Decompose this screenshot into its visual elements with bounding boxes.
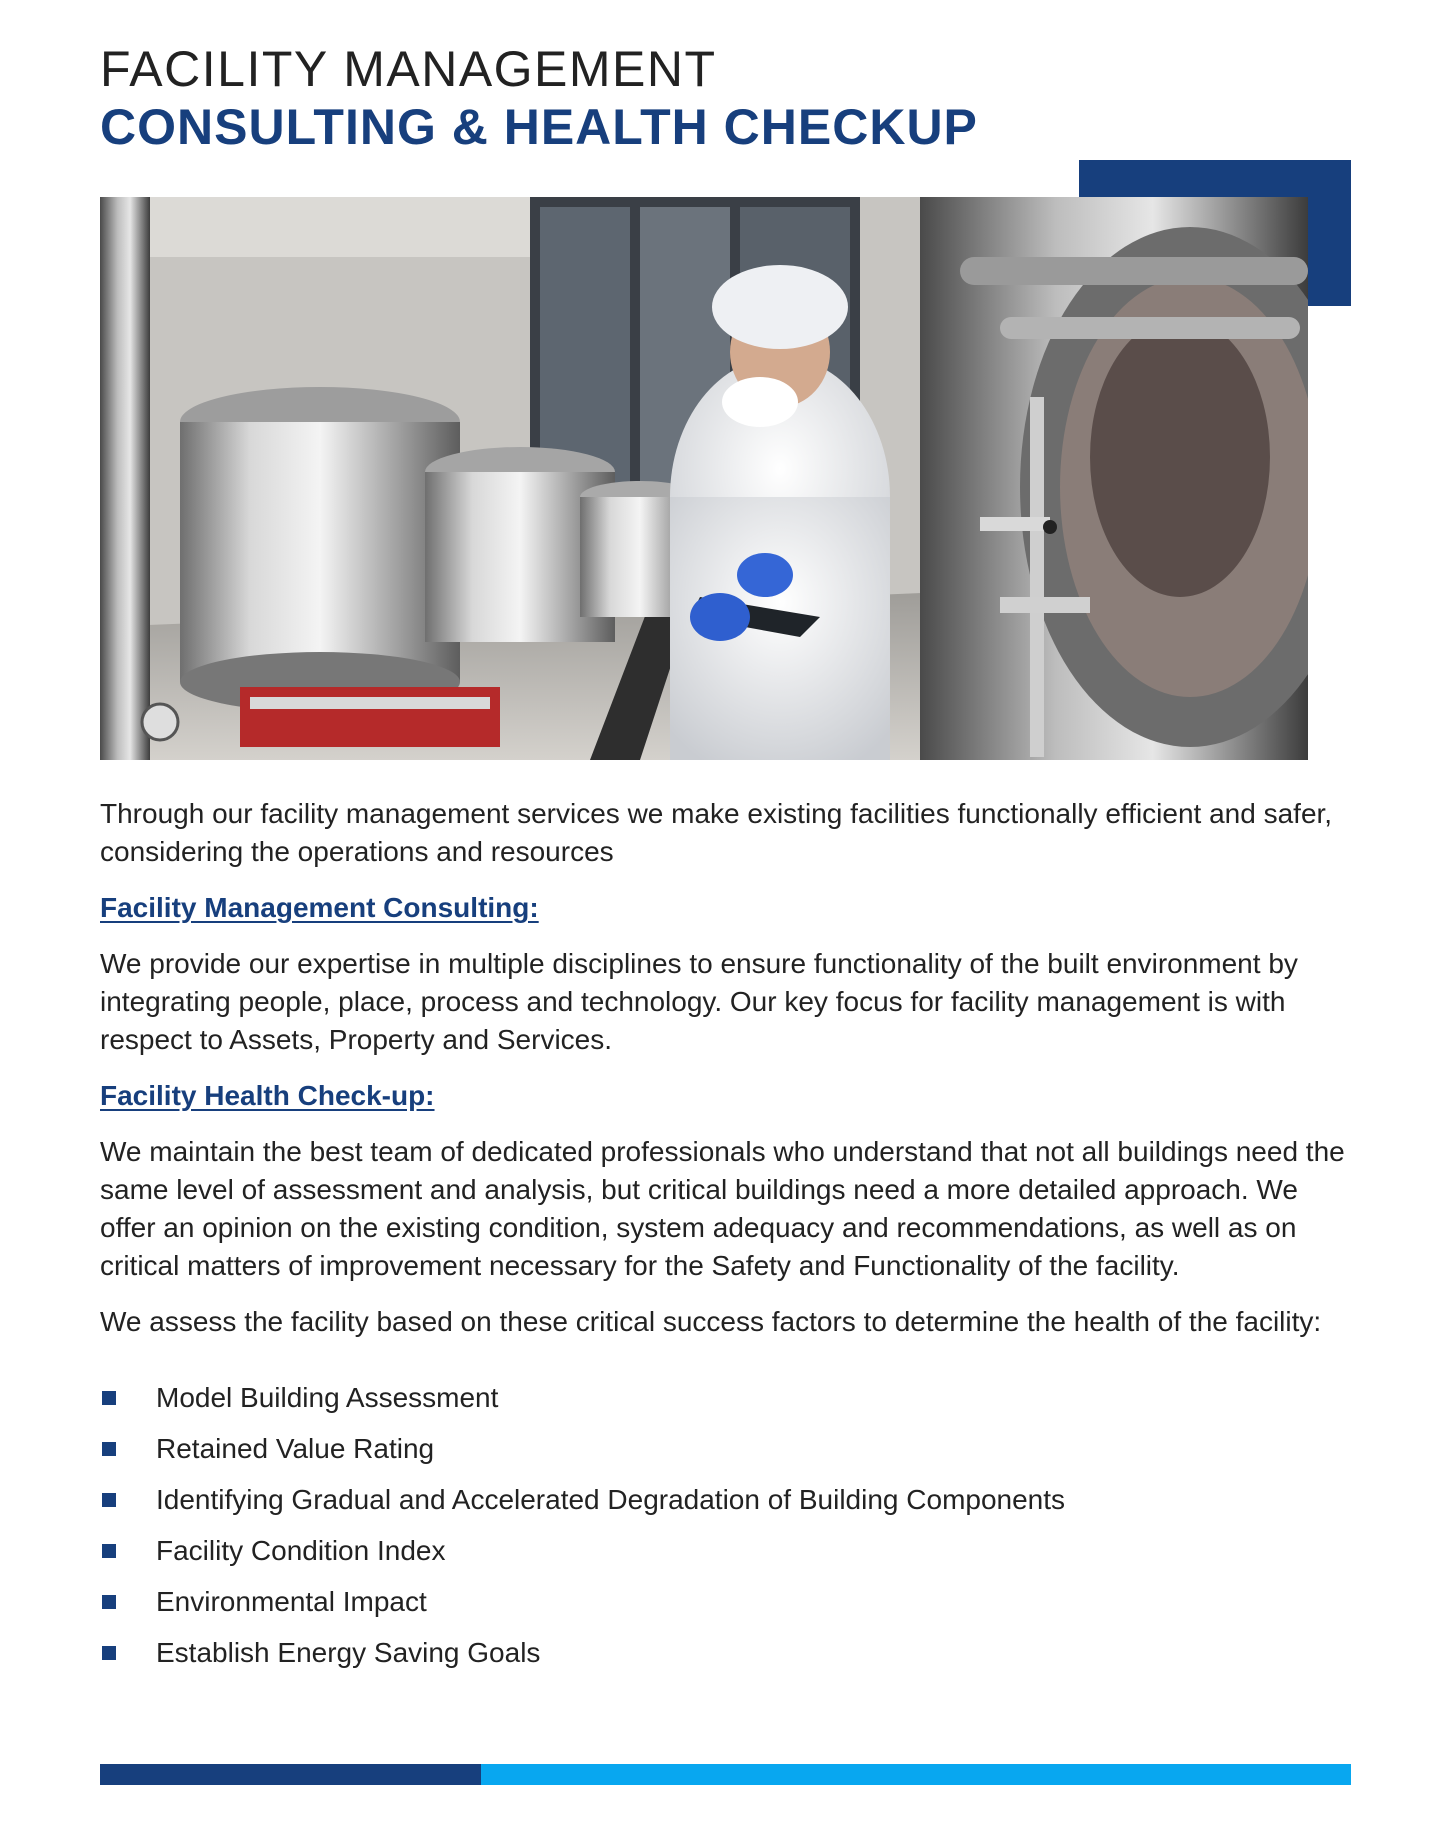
- intro-paragraph: Through our facility management services we make existing facilities functionally efficient and safer, considering the operations and resources: [100, 798, 1333, 867]
- square-bullet-icon: [102, 1442, 116, 1456]
- footer-bar-light: [481, 1764, 1351, 1785]
- square-bullet-icon: [102, 1595, 116, 1609]
- list-item-label: Establish Energy Saving Goals: [156, 1637, 541, 1668]
- success-factors-list: [100, 1379, 1360, 1685]
- square-bullet-icon: [102, 1493, 116, 1507]
- list-item-label: Identifying Gradual and Accelerated Degradation of Building Components: [156, 1484, 1066, 1515]
- section-heading-consulting: Facility Management Consulting:: [100, 892, 539, 923]
- page-title-line2: CONSULTING & HEALTH CHECKUP: [100, 99, 978, 155]
- list-item: [100, 1532, 1360, 1583]
- list-item: [100, 1583, 1360, 1634]
- footer-bar-dark: [100, 1764, 481, 1785]
- hero-photo: [100, 197, 1308, 760]
- assessment-intro-paragraph: We assess the facility based on these critical success factors to determine the health of the facility:: [100, 1306, 1322, 1337]
- square-bullet-icon: [102, 1544, 116, 1558]
- list-item-label: Facility Condition Index: [156, 1535, 446, 1566]
- health-checkup-paragraph: We maintain the best team of dedicated professionals who understand that not all buildings need the same level of assessment and analysis, but critical buildings need a more detailed approach. We offer an opinion on the existing condition, system adequacy and recommendations, as well as on critical matters of improvement necessary for the Safety and Functionality of the facility.: [100, 1136, 1345, 1281]
- main-content: [100, 795, 1360, 1685]
- list-item-label: Environmental Impact: [156, 1586, 427, 1617]
- list-item: [100, 1430, 1360, 1481]
- section-heading-health-checkup: Facility Health Check-up:: [100, 1080, 435, 1111]
- list-item-label: Retained Value Rating: [156, 1433, 435, 1464]
- square-bullet-icon: [102, 1391, 116, 1405]
- square-bullet-icon: [102, 1646, 116, 1660]
- page-title-line1: FACILITY MANAGEMENT: [100, 41, 717, 97]
- list-item: [100, 1481, 1360, 1532]
- list-item: [100, 1634, 1360, 1685]
- list-item-label: Model Building Assessment: [156, 1382, 499, 1413]
- list-item: [100, 1379, 1360, 1430]
- consulting-paragraph: We provide our expertise in multiple disciplines to ensure functionality of the built environment by integrating people, place, process and technology. Our key focus for facility management is with respect to Assets, Property and Services.: [100, 948, 1298, 1055]
